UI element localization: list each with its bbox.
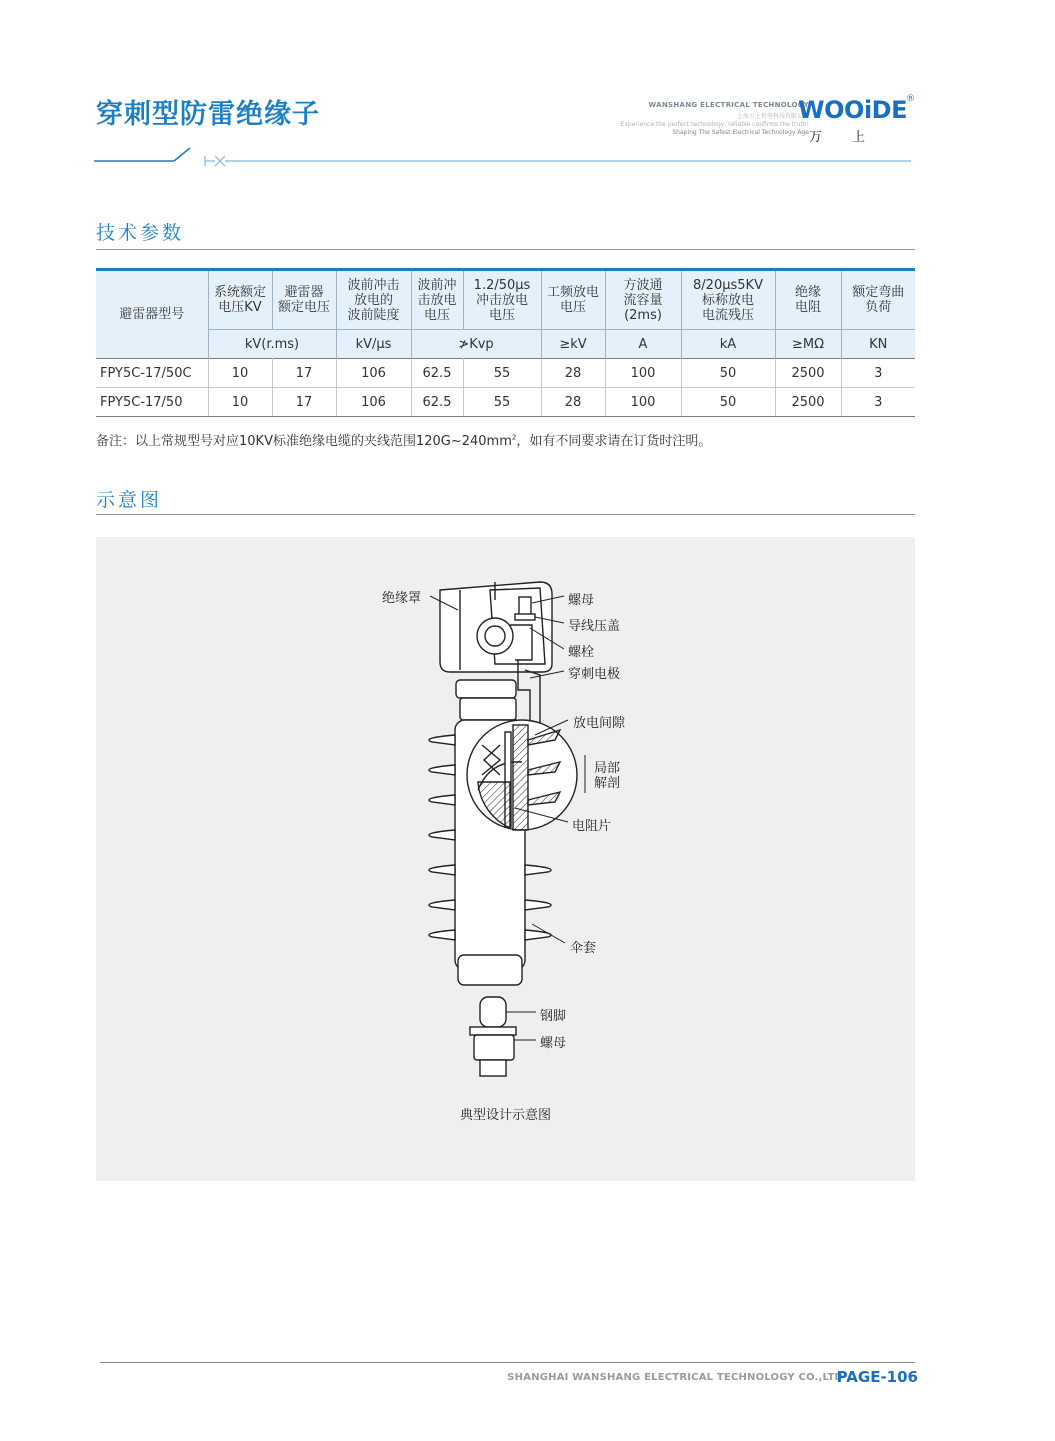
header-insulation: 绝缘 电阻 <box>775 270 841 330</box>
footer-rule <box>100 1362 915 1363</box>
label-resistor: 电阻片 <box>572 819 612 834</box>
page-number: PAGE-106 <box>836 1368 918 1386</box>
brand-slogan-2: Shaping The Safest Electrical Technology Age <box>672 129 809 136</box>
label-shed: 伞套 <box>570 941 597 956</box>
page-title: 穿刺型防雷绝缘子 <box>96 99 320 130</box>
unit-cell: ≥MΩ <box>775 330 841 359</box>
cell-model: FPY5C-17/50 <box>96 388 208 417</box>
note-superscript: 2 <box>511 433 517 442</box>
registered-mark: ® <box>906 94 915 104</box>
brand-slogan-1: Experience the perfect technology, reliable confirms the truth! <box>620 121 809 128</box>
header-system-voltage: 系统额定 电压KV <box>208 270 272 330</box>
header-impulse-1250: 1.2/50μs 冲击放电 电压 <box>463 270 541 330</box>
table-cell: 55 <box>463 359 541 388</box>
label-gap: 放电间隙 <box>573 716 626 731</box>
section-heading-diagram: 示意图 <box>96 489 163 511</box>
note-text: 备注：以上常规型号对应10KV标准绝缘电缆的夹线范围120G~240mm <box>96 434 512 449</box>
table-cell: 50 <box>681 359 775 388</box>
brand-english: WANSHANG ELECTRICAL TECHNOLOGY <box>648 101 809 109</box>
diagram-caption: 典型设计示意图 <box>460 1108 552 1123</box>
brand-chinese-small: 上海万上机电科技有限公司 <box>736 113 809 120</box>
label-nut-bottom: 螺母 <box>540 1036 567 1051</box>
label-nut-top: 螺母 <box>568 593 595 608</box>
brand-logo: WOOiDE <box>798 96 907 124</box>
cell-model: FPY5C-17/50C <box>96 359 208 388</box>
header-rated-voltage: 避雷器 额定电压 <box>272 270 336 330</box>
header-power-freq: 工频放电 电压 <box>541 270 605 330</box>
label-section: 解剖 <box>594 776 621 791</box>
table-cell: 10 <box>208 388 272 417</box>
unit-cell: ≥kV <box>541 330 605 359</box>
unit-cell: kA <box>681 330 775 359</box>
table-cell: 62.5 <box>411 388 463 417</box>
label-partial: 局部 <box>594 761 621 776</box>
table-cell: 55 <box>463 388 541 417</box>
header-square-wave: 方波通 流容量 (2ms) <box>605 270 681 330</box>
header-bending-load: 额定弯曲 负荷 <box>841 270 915 330</box>
header-front-steepness: 波前冲击 放电的 波前陡度 <box>336 270 411 330</box>
table-cell: 28 <box>541 359 605 388</box>
table-cell: 50 <box>681 388 775 417</box>
header-front-impulse: 波前冲 击放电 电压 <box>411 270 463 330</box>
unit-cell: KN <box>841 330 915 359</box>
table-cell: 28 <box>541 388 605 417</box>
table-cell: 10 <box>208 359 272 388</box>
label-steel-foot: 钢脚 <box>540 1009 567 1024</box>
unit-cell: kV/μs <box>336 330 411 359</box>
header-label: 避雷器型号 <box>119 307 185 322</box>
unit-cell: kV(r.ms) <box>208 330 336 359</box>
table-cell: 106 <box>336 359 411 388</box>
table-cell: 100 <box>605 388 681 417</box>
note-text-2: ，如有不同要求请在订货时注明。 <box>516 434 712 449</box>
table-cell: 100 <box>605 359 681 388</box>
table-cell: 17 <box>272 388 336 417</box>
section-heading-params: 技术参数 <box>96 222 185 244</box>
table-cell: 3 <box>841 359 915 388</box>
label-wire-clamp: 导线压盖 <box>568 619 621 634</box>
table-cell: 3 <box>841 388 915 417</box>
table-cell: 106 <box>336 388 411 417</box>
label-electrode: 穿刺电极 <box>568 667 621 682</box>
unit-cell: ≯Kvp <box>411 330 541 359</box>
table-cell: 62.5 <box>411 359 463 388</box>
label-cover: 绝缘罩 <box>382 591 422 606</box>
brand-logo-chinese: 万上 <box>808 130 895 145</box>
unit-cell: A <box>605 330 681 359</box>
header-residual-voltage: 8/20μs5KV 标称放电 电流残压 <box>681 270 775 330</box>
table-cell: 17 <box>272 359 336 388</box>
footer-company: SHANGHAI WANSHANG ELECTRICAL TECHNOLOGY CO.,LTD <box>507 1372 843 1383</box>
table-cell: 2500 <box>775 388 841 417</box>
label-bolt: 螺栓 <box>568 645 595 660</box>
table-cell: 2500 <box>775 359 841 388</box>
